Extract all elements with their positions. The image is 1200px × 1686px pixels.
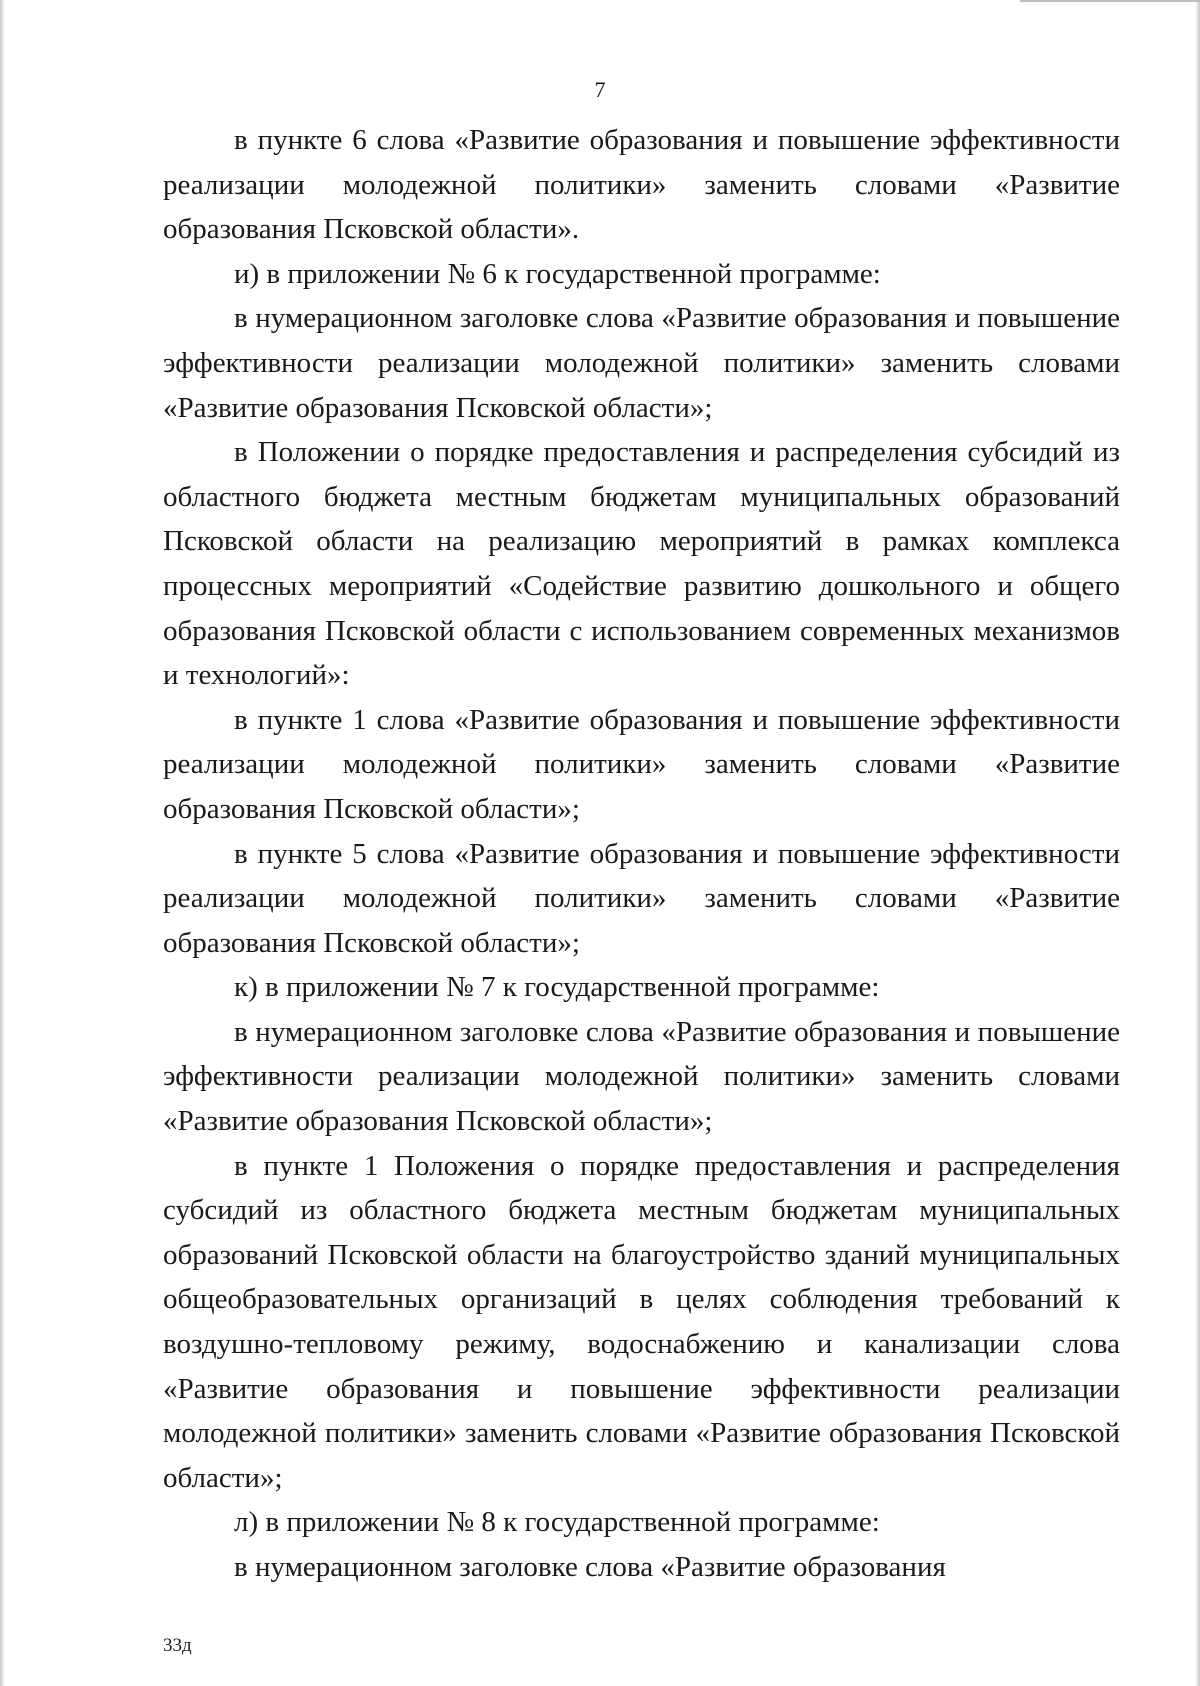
paragraph-punkt-5: в пункте 5 слова «Развитие образования и повышение эффективности реализации молодежной политики» заменить словами «Развитие образования Псковской области»; (163, 837, 1120, 959)
paragraph-punkt-6: в пункте 6 слова «Развитие образования и повышение эффективности реализации молодежной политики» заменить словами «Развитие образования Псковской области». (163, 124, 1120, 246)
footer-code: 33д (163, 1635, 192, 1656)
page-number: 7 (594, 77, 606, 102)
paragraph-header-app-7: в нумерационном заголовке слова «Развитие образования и повышение эффективности реализации молодежной политики» заменить словами «Развитие образования Псковской области»; (163, 1015, 1120, 1138)
paragraph-polozhenie-app-6: в Положении о порядке предоставления и распределения субсидий из областного бюджета местным бюджетам муниципальных образований Псковской области на реализацию мероприятий в рамках комплекса процессных мероприятий «Содействие развитию дошкольного и общего образования Псковской области с использованием современных механизмов и технологий»: (163, 436, 1120, 692)
paragraph-item-i: и) в приложении № 6 к государственной программе: (234, 257, 881, 290)
paragraph-item-l: л) в приложении № 8 к государственной программе: (234, 1506, 880, 1539)
scan-edge-left (0, 0, 4, 1686)
document-body (163, 118, 1120, 1590)
paragraph-polozhenie-app-7: в пункте 1 Положения о порядке предоставления и распределения субсидий из областного бюджета местным бюджетам муниципальных образований Псковской области на благоустройство зданий муниципальных общеобразовательных организаций в целях соблюдения требований к воздушно-тепловому режиму, водоснабжению и канализации слова «Развитие образования и повышение эффективности реализации молодежной политики» заменить словами «Развитие образования Псковской области»; (163, 1149, 1120, 1494)
scan-edge-top (1020, 0, 1200, 2)
paragraph-item-k: к) в приложении № 7 к государственной программе: (234, 971, 880, 1004)
paragraph-header-app-6: в нумерационном заголовке слова «Развитие образования и повышение эффективности реализации молодежной политики» заменить словами «Развитие образования Псковской области»; (163, 302, 1120, 424)
paragraph-punkt-1: в пункте 1 слова «Развитие образования и повышение эффективности реализации молодежной политики» заменить словами «Развитие образования Псковской области»; (163, 703, 1120, 825)
scan-edge-right (1196, 0, 1200, 1686)
paragraph-header-app-8: в нумерационном заголовке слова «Развитие образования (234, 1551, 946, 1583)
